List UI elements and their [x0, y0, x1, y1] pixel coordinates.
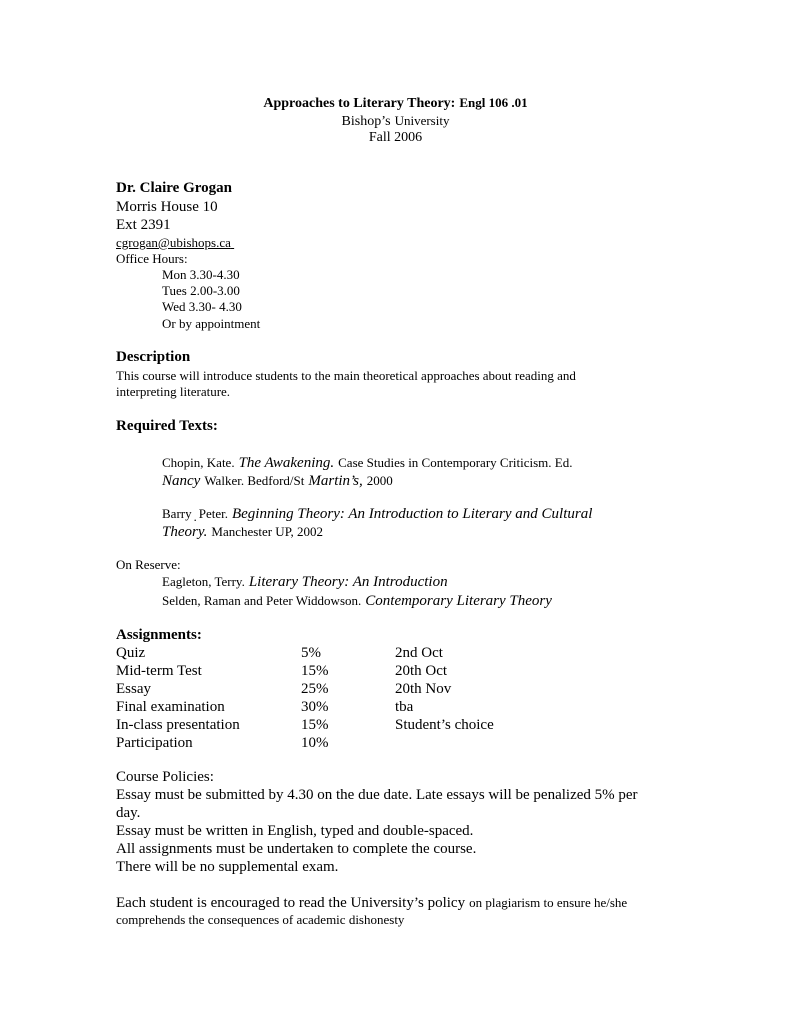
- instructor-email-wrap: [116, 235, 234, 251]
- text1-year: 2000: [366, 473, 393, 488]
- plagiarism-text-a: Each student is encouraged to read the University’s policy: [116, 895, 466, 911]
- instructor-office: Morris House 10: [116, 199, 218, 215]
- reserve-2-title: Contemporary Literary Theory: [365, 593, 552, 609]
- office-hours-label: Office Hours:: [116, 251, 188, 266]
- assignment-name: Essay: [116, 681, 151, 697]
- description-line-2: interpreting literature.: [116, 384, 231, 399]
- assignments-heading: Assignments:: [116, 627, 202, 643]
- office-hours-appointment: Or by appointment: [162, 316, 261, 331]
- assignment-name: Mid-term Test: [116, 663, 202, 679]
- text2-title: Beginning Theory: An Introduction to Literary and Cultural: [231, 506, 593, 522]
- course-code: Engl 106 .01: [459, 95, 528, 110]
- text1-publisher-italic: Martin’s,: [308, 473, 363, 489]
- reserve-1-author: Eagleton, Terry.: [162, 574, 245, 589]
- assignment-name: Participation: [116, 735, 193, 751]
- on-reserve-label: On Reserve:: [116, 557, 181, 572]
- office-hours-mon: Mon 3.30-4.30: [162, 267, 240, 282]
- description-line-1: This course will introduce students to the main theoretical approaches about reading and: [116, 368, 576, 383]
- assignment-weight: 10%: [301, 735, 329, 751]
- university-name: Bishop’s: [341, 114, 391, 129]
- instructor-ext: Ext 2391: [116, 217, 171, 233]
- text1-editor-first: Nancy: [162, 473, 201, 489]
- plagiarism-line-1: [116, 894, 627, 912]
- plagiarism-text-b: on plagiarism to ensure he/she: [469, 895, 628, 910]
- text2-author-first: Peter.: [198, 506, 228, 521]
- assignment-weight: 15%: [301, 717, 329, 733]
- text1-author: Chopin, Kate.: [162, 455, 235, 470]
- on-reserve-item-2: [162, 592, 552, 610]
- reserve-1-title: Literary Theory: An Introduction: [248, 574, 448, 590]
- term: Fall 2006: [368, 130, 423, 145]
- required-texts-heading: Required Texts:: [116, 418, 218, 434]
- assignment-weight: 15%: [301, 663, 329, 679]
- assignment-weight: 5%: [301, 645, 321, 661]
- required-text-2-line-2: [162, 523, 323, 541]
- policy-line-1: Essay must be submitted by 4.30 on the due date. Late essays will be penalized 5% per: [116, 787, 638, 803]
- description-heading: Description: [116, 349, 191, 365]
- assignment-due: 2nd Oct: [395, 645, 443, 661]
- assignment-name: Quiz: [116, 645, 146, 661]
- policy-line-4: There will be no supplemental exam.: [116, 859, 339, 875]
- text2-dot: .: [193, 510, 197, 524]
- required-text-2-line-1: [162, 505, 592, 525]
- plagiarism-line-2: comprehends the consequences of academic dishonesty: [116, 912, 405, 927]
- university-line: [0, 112, 791, 130]
- required-text-1-line-1: [162, 454, 572, 472]
- university-word: University: [394, 113, 450, 128]
- assignment-due: 20th Oct: [395, 663, 448, 679]
- reserve-2-authors: Selden, Raman and Peter Widdowson.: [162, 593, 362, 608]
- assignment-due: 20th Nov: [395, 681, 452, 697]
- assignment-due: Student’s choice: [395, 717, 494, 733]
- assignment-name: In-class presentation: [116, 717, 240, 733]
- text2-author-last: Barry: [162, 506, 192, 521]
- instructor-name: Dr. Claire Grogan: [116, 180, 232, 196]
- policy-line-3: All assignments must be undertaken to complete the course.: [116, 841, 477, 857]
- policy-line-1b: day.: [116, 805, 141, 821]
- assignment-weight: 30%: [301, 699, 329, 715]
- required-text-1-line-2: [162, 472, 393, 490]
- policy-line-2: Essay must be written in English, typed and double-spaced.: [116, 823, 474, 839]
- on-reserve-item-1: [162, 573, 448, 591]
- assignment-name: Final examination: [116, 699, 225, 715]
- text2-publisher: Manchester UP, 2002: [211, 524, 323, 539]
- assignment-due: tba: [395, 699, 414, 715]
- course-title: Approaches to Literary Theory:: [263, 96, 456, 111]
- text2-title-end: Theory.: [162, 524, 208, 540]
- office-hours-tues: Tues 2.00-3.00: [162, 283, 240, 298]
- office-hours-wed: Wed 3.30- 4.30: [162, 299, 242, 314]
- text1-series: Case Studies in Contemporary Criticism. Ed.: [338, 455, 573, 470]
- course-title-line: [0, 94, 791, 112]
- text1-title: The Awakening.: [238, 455, 335, 471]
- instructor-email-link[interactable]: cgrogan@ubishops.ca: [116, 235, 231, 250]
- text1-editor-publisher: Walker. Bedford/St: [204, 473, 305, 488]
- policies-heading: Course Policies:: [116, 769, 214, 785]
- assignment-weight: 25%: [301, 681, 329, 697]
